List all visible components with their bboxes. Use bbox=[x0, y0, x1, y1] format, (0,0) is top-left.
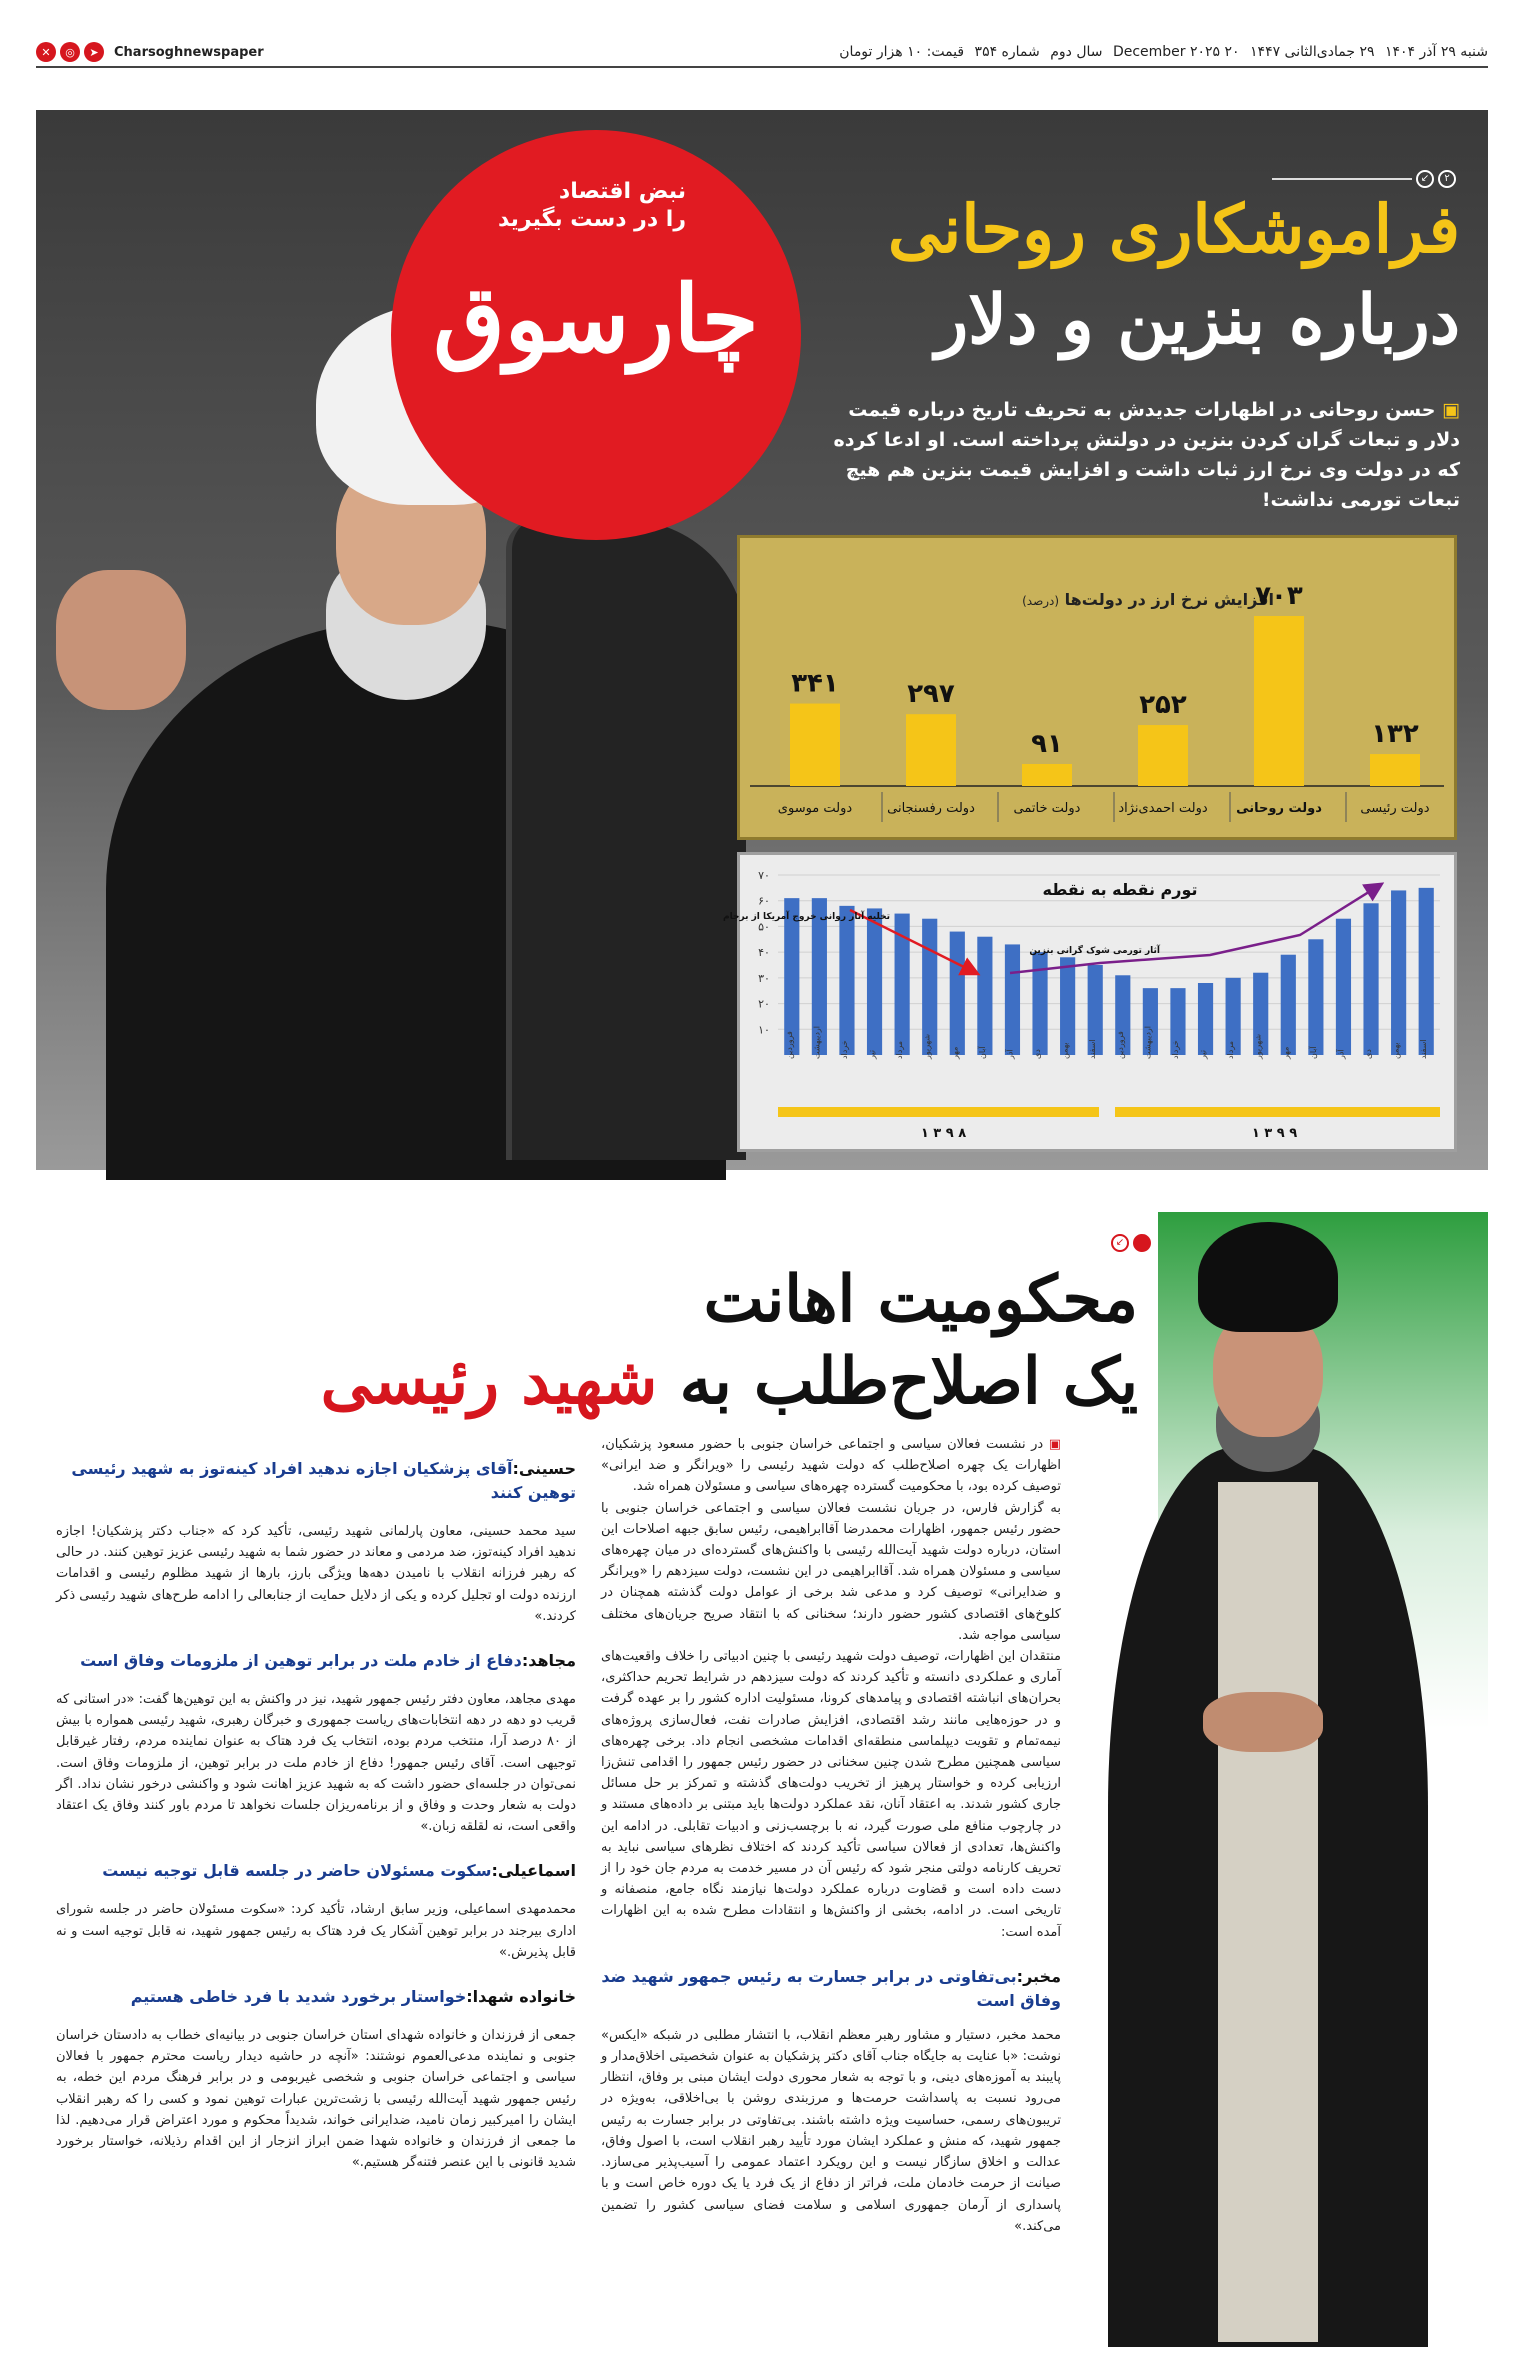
year-label: ۱ ۳ ۹ ۸ bbox=[920, 1126, 967, 1141]
side-column bbox=[56, 1457, 576, 2177]
kicker-marker-2 bbox=[1111, 1234, 1151, 1252]
month-label: آبان bbox=[977, 1046, 987, 1059]
category-label: دولت موسوی bbox=[777, 801, 853, 816]
raisi-photo bbox=[1088, 1222, 1448, 2352]
price: قیمت: ۱۰ هزار تومان bbox=[839, 44, 965, 60]
inflation-bar bbox=[839, 906, 854, 1055]
y-tick-label: ۶۰ bbox=[758, 894, 770, 908]
y-tick-label: ۷۰ bbox=[758, 869, 770, 882]
chart-title: افزایش نرخ ارز در دولت‌ها (درصد) bbox=[1022, 590, 1274, 609]
inflation-bar bbox=[950, 932, 965, 1055]
headline-2-line-2: یک اصلاح‌طلب به شهید رئیسی bbox=[320, 1344, 1138, 1419]
kicker-marker bbox=[1272, 170, 1456, 188]
month-label: شهریور bbox=[1253, 1033, 1263, 1059]
paragraph: جمعی از فرزندان و خانواده شهدای استان خراسان جنوبی در بیانیه‌ای خطاب به دادستان خراسان جنوبی و نماینده مدعی‌العموم نوشتند: «آنچه در حاشیه دیدار ریاست محترم جمهور با فعالان سیاسی و اجتماعی خراسان جنوبی و شخصی غیربومی و در برابر فرهنگ مردم این خطه، به رئیس جمهور شهید آیت‌الله رئیسی با زشت‌ترین عبارات توهین نمود و کسی را که رهبر انقلاب ایشان را امیرکبیر زمان نامید، ضدایرانی خواند، شدیداً محکوم و مورد اعتراض قرار می‌دهیم. لذا ما جمعی از فرزندان و خانواده شهدا ضمن ابراز انزجار از این اقدام رذیلانه، خواستار برخورد شدید قانونی با این عنصر فتنه‌گر هستیم.» bbox=[56, 2028, 576, 2171]
inflation-bar bbox=[1198, 983, 1213, 1055]
inflation-bar bbox=[1308, 939, 1323, 1055]
chart2-title: تورم نقطه به نقطه bbox=[1042, 880, 1198, 899]
year-label: ۱ ۳ ۹ ۹ bbox=[1251, 1126, 1298, 1141]
month-label: فروردین bbox=[1115, 1031, 1125, 1059]
inflation-bar bbox=[1060, 957, 1075, 1055]
subhead-martyrs-families: خانواده شهدا:خواستار برخورد شدید با فرد خاطی هستیم bbox=[130, 1987, 576, 2007]
top-story bbox=[36, 110, 1488, 1170]
bar-value-label: ۹۱ bbox=[1031, 728, 1063, 759]
inflation-bar bbox=[1281, 955, 1296, 1055]
masthead-logo bbox=[391, 130, 801, 540]
category-label: دولت رفسنجانی bbox=[887, 801, 975, 816]
bar-value-label: ۷۰۳ bbox=[1255, 581, 1303, 611]
annotation: تخلیه آثار روانی خروج آمریکا از برجام bbox=[723, 912, 890, 922]
bar-value-label: ۱۳۲ bbox=[1371, 719, 1419, 750]
bar-6 bbox=[1370, 754, 1420, 786]
y-tick-label: ۳۰ bbox=[758, 971, 770, 985]
month-label: دی bbox=[1033, 1049, 1043, 1059]
inflation-bar bbox=[867, 908, 882, 1055]
month-label: اسفند bbox=[1088, 1039, 1098, 1059]
category-label: دولت خاتمی bbox=[1013, 801, 1081, 816]
month-label: فروردین bbox=[784, 1031, 794, 1059]
bar-value-label: ۲۹۷ bbox=[907, 679, 955, 710]
bar-2 bbox=[906, 714, 956, 786]
volume-year: سال دوم bbox=[1050, 44, 1103, 60]
month-label: بهمن bbox=[1391, 1042, 1401, 1059]
y-tick-label: ۱۰ bbox=[758, 1023, 770, 1037]
inflation-bar bbox=[1363, 903, 1378, 1055]
inflation-bar bbox=[1336, 919, 1351, 1055]
lead-paragraph: ▣ حسن روحانی در اظهارات جدیدش به تحریف تاریخ درباره قیمت دلار و تبعات گران کردن بنزین در دولتش پرداخته است. او ادعا کرده که در دولت وی نرخ ارز ثبات داشت و افزایش قیمت بنزین هم هیچ تبعات تورمی نداشت! bbox=[833, 399, 1460, 511]
month-label: آبان bbox=[1308, 1046, 1318, 1059]
chart2-plot bbox=[723, 855, 1454, 1149]
second-story bbox=[36, 1212, 1488, 2360]
paragraph: محمدمهدی اسماعیلی، وزیر سابق ارشاد، تأکید کرد: «سکوت مسئولان حاضر در جلسه شورای اداری بیرجند در برابر توهین آشکار یک فرد هتاک به رئیس جمهور شهید، نه قابل توجیه است و نه قابل پذیرش.» bbox=[56, 1902, 576, 1960]
month-label: مهر bbox=[1281, 1046, 1291, 1059]
date-gregorian: ۲۰ December ۲۰۲۵ bbox=[1112, 44, 1240, 60]
red-dot-icon bbox=[1133, 1234, 1151, 1252]
bar-3 bbox=[1022, 764, 1072, 786]
paragraph: به گزارش فارس، در جریان نشست فعالان سیاسی و اجتماعی خراسان جنوبی با حضور رئیس جمهور، اظهارات محمدرضا آقاابراهیمی، رئیس سابق جبهه اصلاحات این استان، درباره دولت شهید آیت‌الله رئیسی با واکنش‌های گسترده‌ای در میان چهره‌های سیاسی و مسئولان همراه شد. آقاابراهیمی در این نشست، دولت سیزدهم را «ویرانگر و ضدایرانی» توصیف کرد و مدعی شد برخی از عوامل دولت گذشته همچنان در کلوخ‌های اقتصادی کشور حضور دارند؛ سخنانی که با انتقاد صریح جریان‌های مختلف سیاسی مواجه شد. bbox=[601, 1500, 1061, 1643]
chart1-plot bbox=[740, 538, 1454, 837]
month-label: اردیبهشت bbox=[812, 1026, 822, 1059]
inflation-bar bbox=[977, 937, 992, 1055]
inflation-bar bbox=[1391, 890, 1406, 1055]
category-label: دولت احمدی‌نژاد bbox=[1118, 801, 1208, 816]
social-handle[interactable]: Charsoghnewspaper bbox=[114, 44, 264, 60]
date-persian: شنبه ۲۹ آذر ۱۴۰۴ bbox=[1384, 44, 1488, 60]
month-label: اسفند bbox=[1419, 1039, 1429, 1059]
month-label: آذر bbox=[1336, 1049, 1346, 1059]
month-label: خرداد bbox=[1170, 1040, 1180, 1059]
bar-value-label: ۲۵۲ bbox=[1139, 690, 1187, 721]
month-label: خرداد bbox=[839, 1040, 849, 1059]
instagram-icon[interactable]: ◎ bbox=[60, 42, 80, 62]
arrow-icon: ↙ bbox=[1111, 1234, 1129, 1252]
bar-value-label: ۳۴۱ bbox=[791, 668, 839, 699]
main-article-column bbox=[601, 1434, 1061, 2237]
paragraph: ▣ در نشست فعالان سیاسی و اجتماعی خراسان جنوبی با حضور مسعود پزشکیان، اظهارات یک چهره اصلاح‌طلب که دولت شهید رئیسی را «ویرانگر و ضد ایرانی» توصیف کرده بود، با محکومیت گسترده چهره‌های سیاسی و مسئولان همراه شد. bbox=[601, 1437, 1061, 1495]
date-hijri: ۲۹ جمادی‌الثانی ۱۴۴۷ bbox=[1250, 44, 1375, 60]
paragraph: محمد مخبر، دستیار و مشاور رهبر معظم انقلاب، با انتشار مطلبی در شبکه «ایکس» نوشت: «با عنایت به جایگاه جناب آقای دکتر پزشکیان به عنوان شخصیتی اخلاق‌مدار و پایبند به آموزه‌های دینی، و با توجه به شعار محوری دولت ایشان مبنی بر وفاق، انتظار می‌رود نسبت به پاسداشت حرمت‌ها و مرزبندی روشن با بی‌اخلاقی، به‌ویژه در تریبون‌های رسمی، حساسیت ویژه داشته باشند. بی‌تفاوتی در برابر جسارت به رئیس جمهور شهید، که منش و عملکرد ایشان مورد تأیید رهبر انقلاب است، با اصول وفاق، عدالت و اخلاق سازگار نیست و این رویکرد اعتماد عمومی را آسیب‌پذیر می‌سازد. صیانت از حرمت خادمان ملت، فراتر از دفاع از یک فرد یا یک دوره خاص است و با پاسداری از آرمان جمهوری اسلامی و سلامت فضای سیاسی کشور را تضمین می‌کند.» bbox=[601, 2027, 1061, 2234]
subhead-hosseini: حسینی:آقای پزشکیان اجازه ندهید افراد کینه‌توز به شهید رئیسی توهین کنند bbox=[71, 1459, 576, 1502]
inflation-bar bbox=[1032, 952, 1047, 1055]
month-label: تیر bbox=[1198, 1049, 1208, 1059]
headline-line-1: فراموشکاری روحانی bbox=[887, 190, 1460, 268]
y-tick-label: ۲۰ bbox=[758, 997, 770, 1011]
bar-4 bbox=[1138, 725, 1188, 786]
bar-5 bbox=[1254, 616, 1304, 786]
headline-2-line-1: محکومیت اهانت bbox=[703, 1262, 1138, 1337]
date-line bbox=[833, 44, 1488, 60]
month-label: بهمن bbox=[1060, 1042, 1070, 1059]
bullet-icon: ▣ bbox=[1435, 399, 1460, 421]
paragraph: مهدی مجاهد، معاون دفتر رئیس جمهور شهید، نیز در واکنش به این توهین‌ها گفت: «در استانی که قریب دو دهه در دهه انتخابات‌های ریاست جمهوری و خبرگان رهبری، شهید رئیسی همواره با بیش از ۸۰ درصد آرا، منتخب مردم بوده، انتخاب یک فرد هتاک به عنوان نماینده مردم، رفتار غیرقابل توجیهی است. آقای رئیس جمهور! دفاع از خادم ملت در برابر توهین، از ملزومات وفاق است. نمی‌توان در جلسه‌ای حضور داشت که به شهید عزیز اهانت شود و واکنشی درخور نشان نداد. اگر دولت به شعار وحدت و وفاق و از برنامه‌ریزان جلسات نخواهد تا مردم باور کنند وفاق یک اعتقاد واقعی است، نه لقلقه زبان.» bbox=[56, 1692, 576, 1835]
month-label: اردیبهشت bbox=[1143, 1026, 1153, 1059]
month-label: تیر bbox=[867, 1049, 877, 1059]
subhead-mojahed: مجاهد:دفاع از خادم ملت در برابر توهین از ملزومات وفاق است bbox=[80, 1651, 576, 1671]
y-tick-label: ۵۰ bbox=[758, 920, 770, 934]
subhead-esmaeili: اسماعیلی:سکوت مسئولان حاضر در جلسه قابل توجیه نیست bbox=[102, 1861, 576, 1881]
category-label: دولت روحانی bbox=[1236, 801, 1322, 816]
exchange-rate-chart bbox=[737, 535, 1457, 840]
inflation-bar bbox=[1419, 888, 1434, 1055]
category-label: دولت رئیسی bbox=[1360, 801, 1430, 816]
masthead-tagline: نبض اقتصاد را در دست بگیرید bbox=[497, 179, 686, 232]
bullet-icon: ▣ bbox=[1043, 1437, 1061, 1452]
headline-line-2: درباره بنزین و دلار bbox=[935, 280, 1460, 360]
page-ref-icon: ۲ bbox=[1438, 170, 1456, 188]
paragraph: سید محمد حسینی، معاون پارلمانی شهید رئیسی، تأکید کرد که «جناب دکتر پزشکیان! اجازه ندهید افراد کینه‌توز، ضد مردمی و معاند در حضور شما به شهید رئیسی عزیز توهین کنند. در حالی که رهبر فرزانه انقلاب با نامیدن دهه‌ها ویژگی بارز، بارها از شهید مظلوم رئیسی و اقدامات ارزنده دولت او تجلیل کرده و یکی از دلایل حمایت از جنابعالی را ادامه طرح‌های شهید رئیسی ذکر کردند.» bbox=[56, 1524, 576, 1624]
month-label: مرداد bbox=[895, 1040, 905, 1059]
issue-number: شماره ۳۵۴ bbox=[974, 44, 1040, 60]
arrow-icon: ↙ bbox=[1416, 170, 1434, 188]
bar-1 bbox=[790, 704, 840, 786]
masthead-brand: چارسوق bbox=[433, 265, 759, 373]
annotation: آثار تورمی شوک گرانی بنزین bbox=[1029, 946, 1160, 956]
month-label: مهر bbox=[950, 1046, 960, 1059]
month-label: مرداد bbox=[1226, 1040, 1236, 1059]
paragraph: منتقدان این اظهارات، توصیف دولت شهید رئیسی با چنین ادبیاتی را خلاف واقعیت‌های آماری و عملکردی دانسته و تأکید کردند که دولت سیزدهم در شرایط تحریم حداکثری، بحران‌های انباشته اقتصادی و پیامدهای کرونا، مسئولیت اداره کشور را بر عهده گرفت و در حوزه‌هایی مانند رشد اقتصادی، افزایش صادرات نفت، فعال‌سازی پروژه‌های نیمه‌تمام و تقویت دیپلماسی منطقه‌ای اقدامات مشخصی انجام داد. برخی چهره‌های سیاسی همچنین مطرح شدن چنین سخنانی در حضور رئیس جمهور را اقدامی تنش‌زا ارزیابی کرده و خواستار پرهیز از تخریب دولت‌های گذشته و تمرکز بر حل مسائل جاری کشور شدند. به اعتقاد آنان، نقد عملکرد دولت‌ها باید مبتنی بر داده‌های مستند و در چارچوب منافع ملی صورت گیرد، نه با برچسب‌زنی و ادبیات تقابلی. در ادامه این واکنش‌ها، تعدادی از فعالان سیاسی تأکید کردند که اختلاف نظرهای سیاسی نباید به تحریف کارنامه دولتی منجر شود که رئیس آن در مسیر خدمت به مردم جان خود را از دست داده است و قضاوت درباره عملکرد دولت‌ها نیازمند نگاه جامع، منصفانه و تاریخی است. در ادامه، بخشی از واکنش‌ها و انتقادات مطرح شده به این اظهارات آمده است: bbox=[601, 1649, 1061, 1940]
x-icon[interactable]: ✕ bbox=[36, 42, 56, 62]
telegram-icon[interactable]: ➤ bbox=[84, 42, 104, 62]
month-label: دی bbox=[1364, 1049, 1374, 1059]
top-bar bbox=[36, 40, 1488, 68]
y-tick-label: ۴۰ bbox=[758, 946, 770, 960]
social-links bbox=[36, 42, 264, 62]
subhead-mokhber: مخبر:بی‌تفاوتی در برابر جسارت به رئیس جمهور شهید ضد وفاق است bbox=[601, 1966, 1061, 2010]
inflation-bar bbox=[1005, 944, 1020, 1055]
month-label: شهریور bbox=[922, 1033, 932, 1059]
inflation-chart bbox=[723, 852, 1457, 1152]
month-label: آذر bbox=[1005, 1049, 1015, 1059]
